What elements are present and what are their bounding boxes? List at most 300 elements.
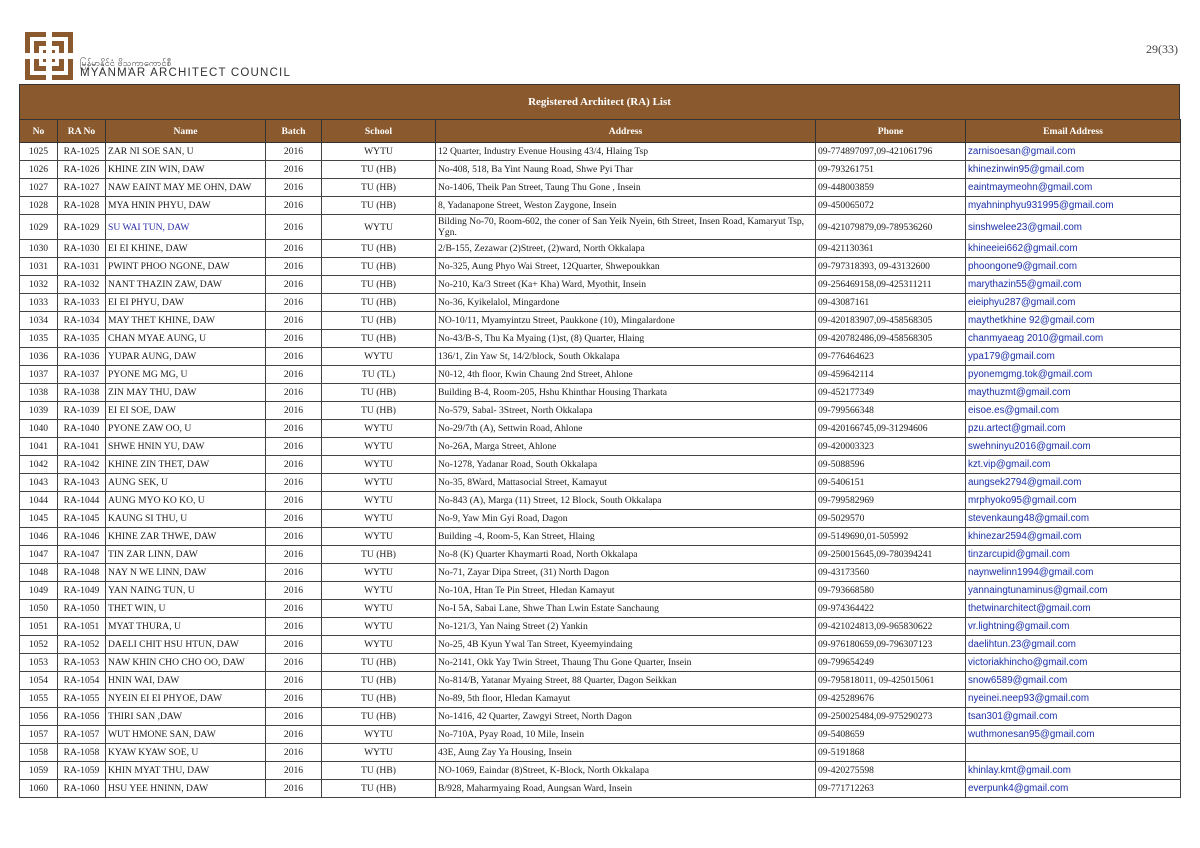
cell-no: 1029 [20, 215, 58, 240]
cell-name: EI EI PHYU, DAW [106, 294, 266, 312]
cell-email[interactable]: myahninphyu931995@gmail.com [966, 197, 1181, 215]
cell-phone: 09-250015645,09-780394241 [816, 546, 966, 564]
cell-address: No-1406, Theik Pan Street, Taung Thu Gone , Insein [436, 179, 816, 197]
cell-school: WYTU [322, 420, 436, 438]
table-row [20, 690, 1181, 708]
cell-no: 1044 [20, 492, 58, 510]
cell-ra-no: RA-1033 [58, 294, 106, 312]
cell-name: NAW KHIN CHO CHO OO, DAW [106, 654, 266, 672]
cell-address: 8, Yadanapone Street, Weston Zaygone, Insein [436, 197, 816, 215]
table-row [20, 197, 1181, 215]
cell-email[interactable]: ypa179@gmail.com [966, 348, 1181, 366]
table-header-row [20, 120, 1181, 143]
cell-batch: 2016 [266, 762, 322, 780]
cell-name: MAY THET KHINE, DAW [106, 312, 266, 330]
cell-ra-no: RA-1051 [58, 618, 106, 636]
cell-no: 1037 [20, 366, 58, 384]
cell-school: WYTU [322, 456, 436, 474]
cell-school: TU (HB) [322, 294, 436, 312]
cell-phone: 09-250025484,09-975290273 [816, 708, 966, 726]
cell-ra-no: RA-1045 [58, 510, 106, 528]
cell-ra-no: RA-1030 [58, 240, 106, 258]
cell-name: AUNG SEK, U [106, 474, 266, 492]
cell-ra-no: RA-1049 [58, 582, 106, 600]
cell-name: SU WAI TUN, DAW [106, 215, 266, 240]
cell-ra-no: RA-1026 [58, 161, 106, 179]
cell-ra-no: RA-1031 [58, 258, 106, 276]
org-name-myanmar: မြန်မာနိုင်ငံ ဗိသုကာကောင်စီ [80, 59, 172, 69]
cell-address: No-10A, Htan Te Pin Street, Hledan Kamayut [436, 582, 816, 600]
cell-email[interactable]: thetwinarchitect@gmail.com [966, 600, 1181, 618]
cell-address: Building -4, Room-5, Kan Street, Hlaing [436, 528, 816, 546]
cell-school: TU (HB) [322, 330, 436, 348]
cell-email[interactable]: phoongone9@gmail.com [966, 258, 1181, 276]
cell-school: WYTU [322, 474, 436, 492]
cell-ra-no: RA-1039 [58, 402, 106, 420]
cell-email[interactable]: swehninyu2016@gmail.com [966, 438, 1181, 456]
cell-email[interactable]: khinezar2594@gmail.com [966, 528, 1181, 546]
council-logo-icon [25, 32, 73, 80]
table-row [20, 312, 1181, 330]
cell-ra-no: RA-1038 [58, 384, 106, 402]
cell-batch: 2016 [266, 240, 322, 258]
cell-email[interactable]: tsan301@gmail.com [966, 708, 1181, 726]
cell-school: TU (HB) [322, 197, 436, 215]
table-row [20, 546, 1181, 564]
cell-email[interactable]: marythazin55@gmail.com [966, 276, 1181, 294]
cell-no: 1025 [20, 143, 58, 161]
cell-phone: 09-797318393, 09-43132600 [816, 258, 966, 276]
cell-no: 1049 [20, 582, 58, 600]
cell-batch: 2016 [266, 384, 322, 402]
cell-phone: 09-452177349 [816, 384, 966, 402]
cell-name: KHIN MYAT THU, DAW [106, 762, 266, 780]
cell-no: 1036 [20, 348, 58, 366]
cell-no: 1054 [20, 672, 58, 690]
cell-ra-no: RA-1042 [58, 456, 106, 474]
table-row [20, 366, 1181, 384]
cell-ra-no: RA-1041 [58, 438, 106, 456]
cell-name: MYAT THURA, U [106, 618, 266, 636]
cell-address: 136/1, Zin Yaw St, 14/2/block, South Okkalapa [436, 348, 816, 366]
cell-ra-no: RA-1043 [58, 474, 106, 492]
cell-phone: 09-5029570 [816, 510, 966, 528]
table-row [20, 215, 1181, 240]
cell-ra-no: RA-1056 [58, 708, 106, 726]
table-row [20, 161, 1181, 179]
cell-name: SHWE HNIN YU, DAW [106, 438, 266, 456]
cell-no: 1060 [20, 780, 58, 798]
cell-email[interactable]: aungsek2794@gmail.com [966, 474, 1181, 492]
cell-phone: 09-799566348 [816, 402, 966, 420]
cell-address: N0-12, 4th floor, Kwin Chaung 2nd Street, Ahlone [436, 366, 816, 384]
cell-address: NO-10/11, Myamyintzu Street, Paukkone (10), Mingalardone [436, 312, 816, 330]
cell-no: 1042 [20, 456, 58, 474]
cell-phone: 09-425289676 [816, 690, 966, 708]
cell-ra-no: RA-1052 [58, 636, 106, 654]
cell-name: MYA HNIN PHYU, DAW [106, 197, 266, 215]
cell-phone: 09-771712263 [816, 780, 966, 798]
cell-ra-no: RA-1058 [58, 744, 106, 762]
cell-address: No-36, Kyikelalol, Mingardone [436, 294, 816, 312]
cell-school: WYTU [322, 510, 436, 528]
cell-ra-no: RA-1036 [58, 348, 106, 366]
cell-name: KHINE ZIN WIN, DAW [106, 161, 266, 179]
cell-batch: 2016 [266, 744, 322, 762]
table-row [20, 564, 1181, 582]
cell-email[interactable]: daelihtun.23@gmail.com [966, 636, 1181, 654]
cell-ra-no: RA-1050 [58, 600, 106, 618]
cell-batch: 2016 [266, 348, 322, 366]
cell-email[interactable]: stevenkaung48@gmail.com [966, 510, 1181, 528]
cell-phone: 09-774897097,09-421061796 [816, 143, 966, 161]
cell-batch: 2016 [266, 690, 322, 708]
cell-batch: 2016 [266, 672, 322, 690]
cell-school: TU (HB) [322, 179, 436, 197]
cell-ra-no: RA-1027 [58, 179, 106, 197]
cell-phone: 09-420166745,09-31294606 [816, 420, 966, 438]
cell-email[interactable]: chanmyaeag 2010@gmail.com [966, 330, 1181, 348]
cell-ra-no: RA-1028 [58, 197, 106, 215]
cell-phone: 09-5406151 [816, 474, 966, 492]
cell-name: NYEIN EI EI PHYOE, DAW [106, 690, 266, 708]
cell-address: No-121/3, Yan Naing Street (2) Yankin [436, 618, 816, 636]
cell-address: NO-1069, Eaindar (8)Street, K-Block, North Okkalapa [436, 762, 816, 780]
cell-address: No-29/7th (A), Settwin Road, Ahlone [436, 420, 816, 438]
table-row [20, 636, 1181, 654]
table-row [20, 600, 1181, 618]
cell-name: PYONE MG MG, U [106, 366, 266, 384]
cell-email[interactable]: zarnisoesan@gmail.com [966, 143, 1181, 161]
cell-address: No-2141, Okk Yay Twin Street, Thaung Thu Gone Quarter, Insein [436, 654, 816, 672]
cell-email[interactable]: kzt.vip@gmail.com [966, 456, 1181, 474]
cell-ra-no: RA-1057 [58, 726, 106, 744]
cell-phone: 09-43173560 [816, 564, 966, 582]
cell-phone: 09-5088596 [816, 456, 966, 474]
cell-email[interactable]: mrphyoko95@gmail.com [966, 492, 1181, 510]
cell-address: No-325, Aung Phyo Wai Street, 12Quarter, Shwepoukkan [436, 258, 816, 276]
cell-batch: 2016 [266, 456, 322, 474]
cell-batch: 2016 [266, 438, 322, 456]
cell-batch: 2016 [266, 258, 322, 276]
table-row [20, 179, 1181, 197]
cell-school: WYTU [322, 438, 436, 456]
cell-no: 1038 [20, 384, 58, 402]
cell-no: 1046 [20, 528, 58, 546]
cell-batch: 2016 [266, 528, 322, 546]
cell-ra-no: RA-1054 [58, 672, 106, 690]
table-row [20, 708, 1181, 726]
cell-address: No-I 5A, Sabai Lane, Shwe Than Lwin Estate Sanchaung [436, 600, 816, 618]
cell-no: 1041 [20, 438, 58, 456]
column-address-header: Address [436, 120, 816, 143]
page-number: 29(33) [1146, 42, 1178, 56]
cell-phone: 09-5149690,01-505992 [816, 528, 966, 546]
cell-batch: 2016 [266, 582, 322, 600]
table-row [20, 240, 1181, 258]
cell-ra-no: RA-1029 [58, 215, 106, 240]
cell-school: WYTU [322, 348, 436, 366]
ra-list-table [19, 119, 1181, 798]
cell-batch: 2016 [266, 600, 322, 618]
cell-ra-no: RA-1047 [58, 546, 106, 564]
cell-name: HSU YEE HNINN, DAW [106, 780, 266, 798]
cell-phone: 09-448003859 [816, 179, 966, 197]
cell-phone: 09-5191868 [816, 744, 966, 762]
cell-email[interactable]: nyeinei.neep93@gmail.com [966, 690, 1181, 708]
table-row [20, 528, 1181, 546]
table-row [20, 672, 1181, 690]
cell-address: No-89, 5th floor, Hledan Kamayut [436, 690, 816, 708]
table-body [20, 143, 1181, 798]
cell-batch: 2016 [266, 143, 322, 161]
cell-ra-no: RA-1048 [58, 564, 106, 582]
cell-email[interactable]: khineeiei662@gmail.com [966, 240, 1181, 258]
cell-address: No-814/B, Yatanar Myaing Street, 88 Quarter, Dagon Seikkan [436, 672, 816, 690]
cell-name: EI EI KHINE, DAW [106, 240, 266, 258]
cell-email[interactable]: wuthmonesan95@gmail.com [966, 726, 1181, 744]
cell-email[interactable]: khinlay.kmt@gmail.com [966, 762, 1181, 780]
cell-email[interactable]: yannaingtunaminus@gmail.com [966, 582, 1181, 600]
cell-address: No-25, 4B Kyun Ywal Tan Street, Kyeemyindaing [436, 636, 816, 654]
cell-school: WYTU [322, 215, 436, 240]
cell-school: TU (HB) [322, 312, 436, 330]
cell-no: 1053 [20, 654, 58, 672]
cell-name: DAELI CHIT HSU HTUN, DAW [106, 636, 266, 654]
cell-batch: 2016 [266, 215, 322, 240]
cell-email[interactable]: naynwelinn1994@gmail.com [966, 564, 1181, 582]
cell-address: No-210, Ka/3 Street (Ka+ Kha) Ward, Myothit, Insein [436, 276, 816, 294]
table-row [20, 654, 1181, 672]
table-row [20, 294, 1181, 312]
cell-address: No-43/B-S, Thu Ka Myaing (1)st, (8) Quarter, Hlaing [436, 330, 816, 348]
cell-address: 12 Quarter, Industry Evenue Housing 43/4, Hlaing Tsp [436, 143, 816, 161]
column-no-header: No [20, 120, 58, 143]
cell-email[interactable]: vr.lightning@gmail.com [966, 618, 1181, 636]
cell-ra-no: RA-1034 [58, 312, 106, 330]
cell-ra-no: RA-1053 [58, 654, 106, 672]
cell-name: TIN ZAR LINN, DAW [106, 546, 266, 564]
cell-name: WUT HMONE SAN, DAW [106, 726, 266, 744]
cell-phone: 09-776464623 [816, 348, 966, 366]
cell-ra-no: RA-1040 [58, 420, 106, 438]
cell-address: No-26A, Marga Street, Ahlone [436, 438, 816, 456]
column-name-header: Name [106, 120, 266, 143]
cell-batch: 2016 [266, 726, 322, 744]
cell-email[interactable]: pyonemgmg.tok@gmail.com [966, 366, 1181, 384]
cell-email[interactable]: maythuzmt@gmail.com [966, 384, 1181, 402]
cell-batch: 2016 [266, 312, 322, 330]
table-title: Registered Architect (RA) List [19, 84, 1180, 119]
table-row [20, 762, 1181, 780]
cell-address: Bilding No-70, Room-602, the coner of San Yeik Nyein, 6th Street, Insen Road, Kamaryut Tsp, Ygn. [436, 215, 816, 240]
column-batch-header: Batch [266, 120, 322, 143]
cell-email[interactable]: everpunk4@gmail.com [966, 780, 1181, 798]
table-row [20, 510, 1181, 528]
cell-no: 1026 [20, 161, 58, 179]
table-row [20, 258, 1181, 276]
cell-school: TU (HB) [322, 654, 436, 672]
cell-school: WYTU [322, 564, 436, 582]
cell-email[interactable]: sinshwelee23@gmail.com [966, 215, 1181, 240]
cell-name: ZAR NI SOE SAN, U [106, 143, 266, 161]
table-row [20, 348, 1181, 366]
cell-phone: 09-421130361 [816, 240, 966, 258]
cell-address: No-579, Sabal- 3Street, North Okkalapa [436, 402, 816, 420]
cell-name: CHAN MYAE AUNG, U [106, 330, 266, 348]
ra-list-table-container [19, 84, 1180, 798]
cell-school: TU (HB) [322, 762, 436, 780]
cell-school: TU (HB) [322, 780, 436, 798]
cell-no: 1045 [20, 510, 58, 528]
column-email-header: Email Address [966, 120, 1181, 143]
table-row [20, 582, 1181, 600]
cell-phone: 09-974364422 [816, 600, 966, 618]
cell-no: 1035 [20, 330, 58, 348]
cell-school: WYTU [322, 600, 436, 618]
cell-email[interactable]: khinezinwin95@gmail.com [966, 161, 1181, 179]
cell-ra-no: RA-1046 [58, 528, 106, 546]
cell-batch: 2016 [266, 510, 322, 528]
cell-no: 1058 [20, 744, 58, 762]
cell-ra-no: RA-1035 [58, 330, 106, 348]
table-row [20, 143, 1181, 161]
cell-no: 1059 [20, 762, 58, 780]
cell-no: 1028 [20, 197, 58, 215]
cell-email[interactable]: eieiphyu287@gmail.com [966, 294, 1181, 312]
cell-name: THET WIN, U [106, 600, 266, 618]
cell-school: WYTU [322, 744, 436, 762]
cell-no: 1034 [20, 312, 58, 330]
cell-no: 1051 [20, 618, 58, 636]
cell-phone: 09-421024813,09-965830622 [816, 618, 966, 636]
cell-no: 1056 [20, 708, 58, 726]
cell-no: 1048 [20, 564, 58, 582]
cell-email[interactable]: victoriakhincho@gmail.com [966, 654, 1181, 672]
cell-name: KHINE ZIN THET, DAW [106, 456, 266, 474]
cell-name: KHINE ZAR THWE, DAW [106, 528, 266, 546]
cell-name: HNIN WAI, DAW [106, 672, 266, 690]
cell-batch: 2016 [266, 618, 322, 636]
cell-email[interactable]: eaintmaymeohn@gmail.com [966, 179, 1181, 197]
cell-batch: 2016 [266, 546, 322, 564]
cell-ra-no: RA-1025 [58, 143, 106, 161]
cell-name: NAY N WE LINN, DAW [106, 564, 266, 582]
cell-school: TU (HB) [322, 276, 436, 294]
table-row [20, 438, 1181, 456]
cell-school: WYTU [322, 143, 436, 161]
cell-address: No-9, Yaw Min Gyi Road, Dagon [436, 510, 816, 528]
cell-batch: 2016 [266, 179, 322, 197]
cell-no: 1032 [20, 276, 58, 294]
column-ra-no-header: RA No [58, 120, 106, 143]
cell-name: PWINT PHOO NGONE, DAW [106, 258, 266, 276]
column-phone-header: Phone [816, 120, 966, 143]
cell-no: 1033 [20, 294, 58, 312]
cell-name: ZIN MAY THU, DAW [106, 384, 266, 402]
cell-address: No-1278, Yadanar Road, South Okkalapa [436, 456, 816, 474]
cell-batch: 2016 [266, 276, 322, 294]
cell-phone: 09-5408659 [816, 726, 966, 744]
cell-ra-no: RA-1037 [58, 366, 106, 384]
table-row [20, 384, 1181, 402]
cell-address: No-710A, Pyay Road, 10 Mile, Insein [436, 726, 816, 744]
cell-school: TU (HB) [322, 690, 436, 708]
cell-name: YUPAR AUNG, DAW [106, 348, 266, 366]
table-row [20, 402, 1181, 420]
cell-phone: 09-459642114 [816, 366, 966, 384]
cell-school: WYTU [322, 582, 436, 600]
cell-batch: 2016 [266, 294, 322, 312]
cell-name: KAUNG SI THU, U [106, 510, 266, 528]
cell-school: WYTU [322, 492, 436, 510]
cell-school: TU (HB) [322, 384, 436, 402]
cell-batch: 2016 [266, 402, 322, 420]
cell-name: KYAW KYAW SOE, U [106, 744, 266, 762]
cell-name: NANT THAZIN ZAW, DAW [106, 276, 266, 294]
cell-school: WYTU [322, 528, 436, 546]
cell-name: EI EI SOE, DAW [106, 402, 266, 420]
cell-address: No-1416, 42 Quarter, Zawgyi Street, North Dagon [436, 708, 816, 726]
cell-school: TU (TL) [322, 366, 436, 384]
cell-phone: 09-421079879,09-789536260 [816, 215, 966, 240]
cell-phone: 09-795818011, 09-425015061 [816, 672, 966, 690]
cell-no: 1047 [20, 546, 58, 564]
cell-no: 1050 [20, 600, 58, 618]
cell-phone: 09-420782486,09-458568305 [816, 330, 966, 348]
cell-email[interactable]: snow6589@gmail.com [966, 672, 1181, 690]
cell-name: YAN NAING TUN, U [106, 582, 266, 600]
cell-email[interactable]: pzu.artect@gmail.com [966, 420, 1181, 438]
cell-school: TU (HB) [322, 258, 436, 276]
cell-address: No-408, 518, Ba Yint Naung Road, Shwe Pyi Thar [436, 161, 816, 179]
column-school-header: School [322, 120, 436, 143]
cell-school: WYTU [322, 618, 436, 636]
cell-ra-no: RA-1060 [58, 780, 106, 798]
cell-school: WYTU [322, 636, 436, 654]
cell-school: TU (HB) [322, 708, 436, 726]
cell-school: WYTU [322, 726, 436, 744]
cell-phone: 09-420003323 [816, 438, 966, 456]
cell-ra-no: RA-1032 [58, 276, 106, 294]
cell-email[interactable]: eisoe.es@gmail.com [966, 402, 1181, 420]
cell-batch: 2016 [266, 636, 322, 654]
cell-email[interactable]: tinzarcupid@gmail.com [966, 546, 1181, 564]
cell-school: TU (HB) [322, 161, 436, 179]
table-row [20, 420, 1181, 438]
cell-name: THIRI SAN ,DAW [106, 708, 266, 726]
table-row [20, 744, 1181, 762]
table-row [20, 330, 1181, 348]
cell-batch: 2016 [266, 161, 322, 179]
org-name-english: MYANMAR ARCHITECT COUNCIL [80, 67, 292, 79]
cell-ra-no: RA-1055 [58, 690, 106, 708]
cell-no: 1030 [20, 240, 58, 258]
cell-name: AUNG MYO KO KO, U [106, 492, 266, 510]
cell-school: TU (HB) [322, 672, 436, 690]
cell-address: No-71, Zayar Dipa Street, (31) North Dagon [436, 564, 816, 582]
cell-no: 1055 [20, 690, 58, 708]
table-row [20, 492, 1181, 510]
cell-school: TU (HB) [322, 546, 436, 564]
cell-address: No-843 (A), Marga (11) Street, 12 Block, South Okkalapa [436, 492, 816, 510]
cell-batch: 2016 [266, 197, 322, 215]
cell-email[interactable]: maythetkhine 92@gmail.com [966, 312, 1181, 330]
table-row [20, 276, 1181, 294]
cell-phone: 09-793668580 [816, 582, 966, 600]
table-row [20, 780, 1181, 798]
cell-phone: 09-976180659,09-796307123 [816, 636, 966, 654]
